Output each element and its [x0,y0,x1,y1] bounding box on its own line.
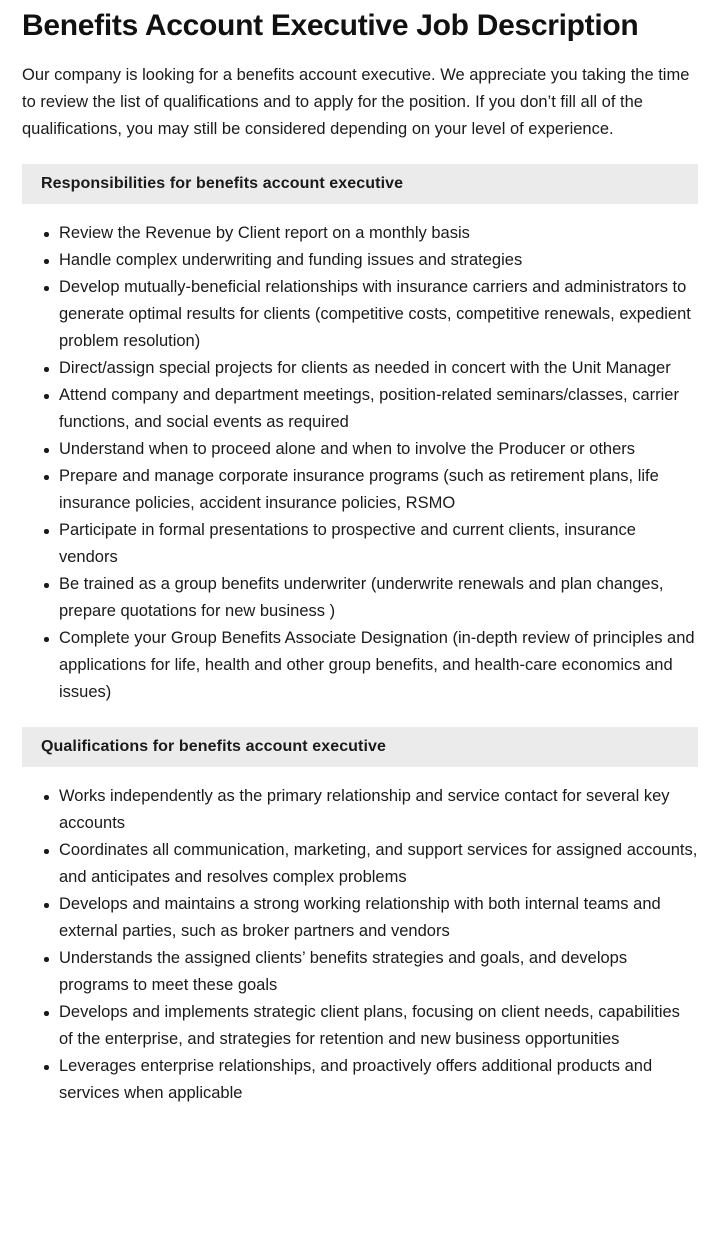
list-item: Complete your Group Benefits Associate Designation (in-depth review of principles and applications for life, health and other group benefits, and health-care economics and issues) [0,625,698,706]
list-item: Prepare and manage corporate insurance programs (such as retirement plans, life insurance policies, accident insurance policies, RSMO [0,463,698,517]
list-item: Participate in formal presentations to prospective and current clients, insurance vendors [0,517,698,571]
section-header-responsibilities [22,164,698,204]
section-heading-label: Responsibilities for benefits account executive [41,175,404,192]
list-item: Coordinates all communication, marketing, and support services for assigned accounts, and anticipates and resolves complex problems [0,837,698,891]
list-item: Be trained as a group benefits underwriter (underwrite renewals and plan changes, prepare quotations for new business ) [0,571,698,625]
list-item: Handle complex underwriting and funding issues and strategies [0,247,698,274]
list-item: Attend company and department meetings, position-related seminars/classes, carrier functions, and social events as required [0,382,698,436]
section-responsibilities [0,164,720,706]
list-item: Direct/assign special projects for clients as needed in concert with the Unit Manager [0,355,698,382]
section-qualifications [0,727,720,1107]
list-item: Develops and implements strategic client plans, focusing on client needs, capabilities of the enterprise, and strategies for retention and new business opportunities [0,999,698,1053]
list-item: Develop mutually-beneficial relationships with insurance carriers and administrators to generate optimal results for clients (competitive costs, competitive renewals, expedient problem resolution) [0,274,698,355]
list-item: Works independently as the primary relationship and service contact for several key accounts [0,783,698,837]
list-item: Develops and maintains a strong working relationship with both internal teams and external parties, such as broker partners and vendors [0,891,698,945]
list-item: Understand when to proceed alone and when to involve the Producer or others [0,436,698,463]
list-item: Review the Revenue by Client report on a monthly basis [0,220,698,247]
responsibilities-list [0,204,720,706]
list-item: Leverages enterprise relationships, and proactively offers additional products and services when applicable [0,1053,698,1107]
intro-paragraph: Our company is looking for a benefits account executive. We appreciate you taking the time to review the list of qualifications and to apply for the position. If you don’t fill all of the qualifications, you may still be considered depending on your level of experience. [22,66,690,138]
section-header-qualifications [22,727,698,767]
section-heading-label: Qualifications for benefits account executive [41,738,387,755]
page-title: Benefits Account Executive Job Description [22,9,639,42]
list-item: Understands the assigned clients’ benefits strategies and goals, and develops programs to meet these goals [0,945,698,999]
qualifications-list [0,767,720,1107]
